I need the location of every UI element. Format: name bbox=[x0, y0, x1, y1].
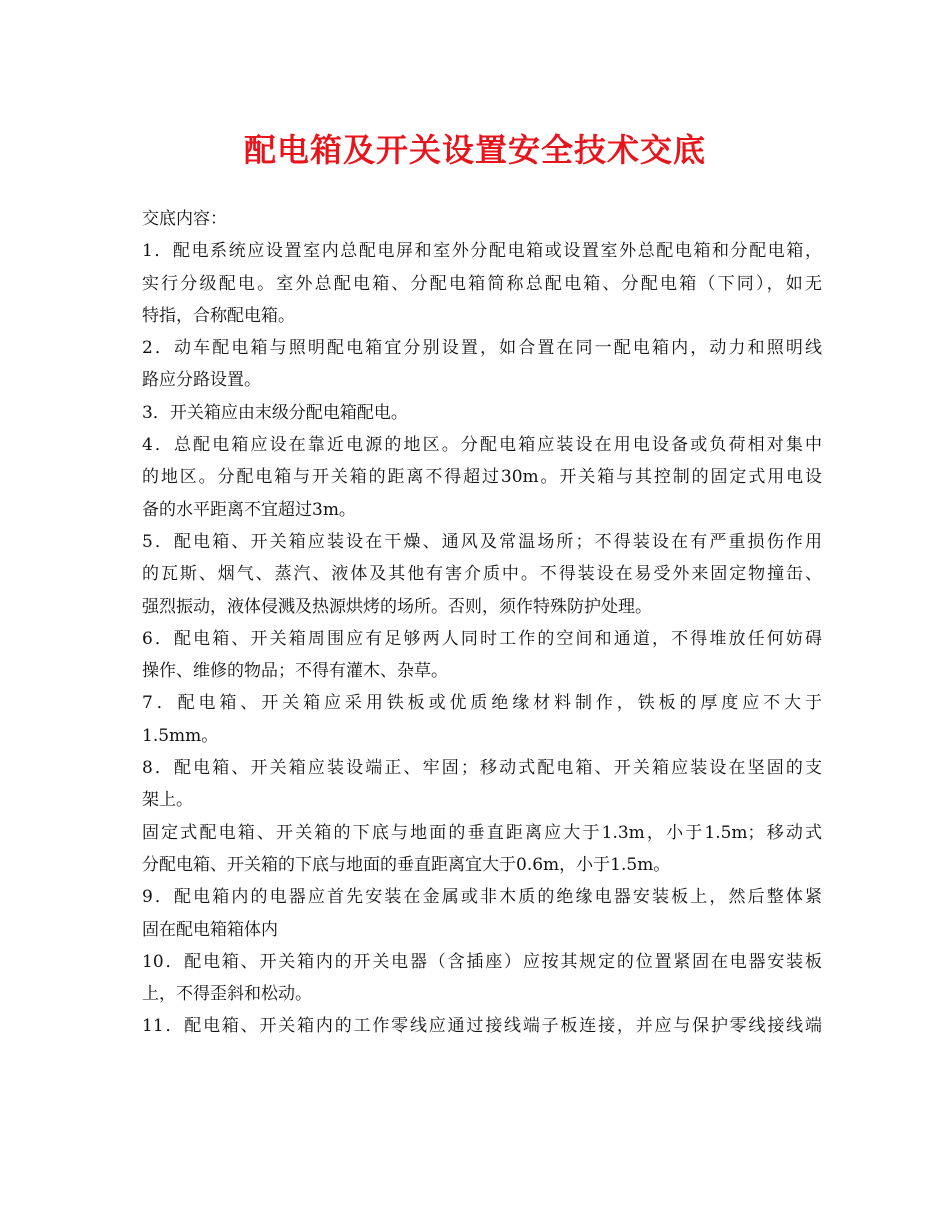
text-line: 分配电箱、开关箱的下底与地面的垂直距离宜大于0.6m，小于1.5m。 bbox=[142, 854, 671, 875]
document-body bbox=[142, 203, 822, 1043]
text-line: 备的水平距离不宜超过3m。 bbox=[142, 499, 356, 520]
text-line: 2．动车配电箱与照明配电箱宜分别设置，如合置在同一配电箱内，动力和照明线 bbox=[142, 338, 822, 359]
text-line: 10．配电箱、开关箱内的开关电器（含插座）应按其规定的位置紧固在电器安装板 bbox=[142, 951, 822, 972]
text-line: 8．配电箱、开关箱应装设端正、牢固；移动式配电箱、开关箱应装设在坚固的支 bbox=[142, 758, 822, 779]
text-line: 实行分级配电。室外总配电箱、分配电箱简称总配电箱、分配电箱（下同），如无 bbox=[142, 273, 822, 294]
text-line: 架上。 bbox=[142, 790, 193, 811]
text-line: 上，不得歪斜和松动。 bbox=[142, 984, 312, 1005]
text-line: 路应分路设置。 bbox=[142, 370, 261, 391]
text-line: 交底内容： bbox=[142, 209, 227, 229]
text-line: 强烈振动，液体侵溅及热源烘烤的场所。否则，须作特殊防护处理。 bbox=[142, 596, 652, 617]
text-line: 1.5mm。 bbox=[142, 725, 219, 746]
text-line: 11．配电箱、开关箱内的工作零线应通过接线端子板连接，并应与保护零线接线端 bbox=[142, 1016, 822, 1037]
text-line: 的瓦斯、烟气、蒸汽、液体及其他有害介质中。不得装设在易受外来固定物撞缶、 bbox=[142, 564, 822, 585]
text-line: 6．配电箱、开关箱周围应有足够两人同时工作的空间和通道，不得堆放任何妨碍 bbox=[142, 628, 822, 649]
text-line: 操作、维修的物品；不得有灌木、杂草。 bbox=[142, 661, 448, 682]
text-line: 固定式配电箱、开关箱的下底与地面的垂直距离应大于1.3m，小于1.5m；移动式 bbox=[142, 822, 822, 843]
text-line: 固在配电箱箱体内 bbox=[142, 919, 278, 940]
text-line: 3．开关箱应由末级分配电箱配电。 bbox=[142, 402, 408, 423]
text-line: 7．配电箱、开关箱应采用铁板或优质绝缘材料制作，铁板的厚度应不大于 bbox=[142, 693, 822, 714]
text-line: 9．配电箱内的电器应首先安装在金属或非木质的绝缘电器安装板上，然后整体紧 bbox=[142, 887, 822, 908]
text-line: 4．总配电箱应设在靠近电源的地区。分配电箱应装设在用电设备或负荷相对集中 bbox=[142, 435, 822, 456]
page-title: 配电箱及开关设置安全技术交底 bbox=[243, 131, 706, 169]
text-line: 5．配电箱、开关箱应装设在干燥、通风及常温场所；不得装设在有严重损伤作用 bbox=[142, 531, 822, 552]
text-line: 特指，合称配电箱。 bbox=[142, 305, 295, 326]
text-line: 1．配电系统应设置室内总配电屏和室外分配电箱或设置室外总配电箱和分配电箱， bbox=[142, 241, 822, 262]
text-line: 的地区。分配电箱与开关箱的距离不得超过30m。开关箱与其控制的固定式用电设 bbox=[142, 467, 822, 488]
